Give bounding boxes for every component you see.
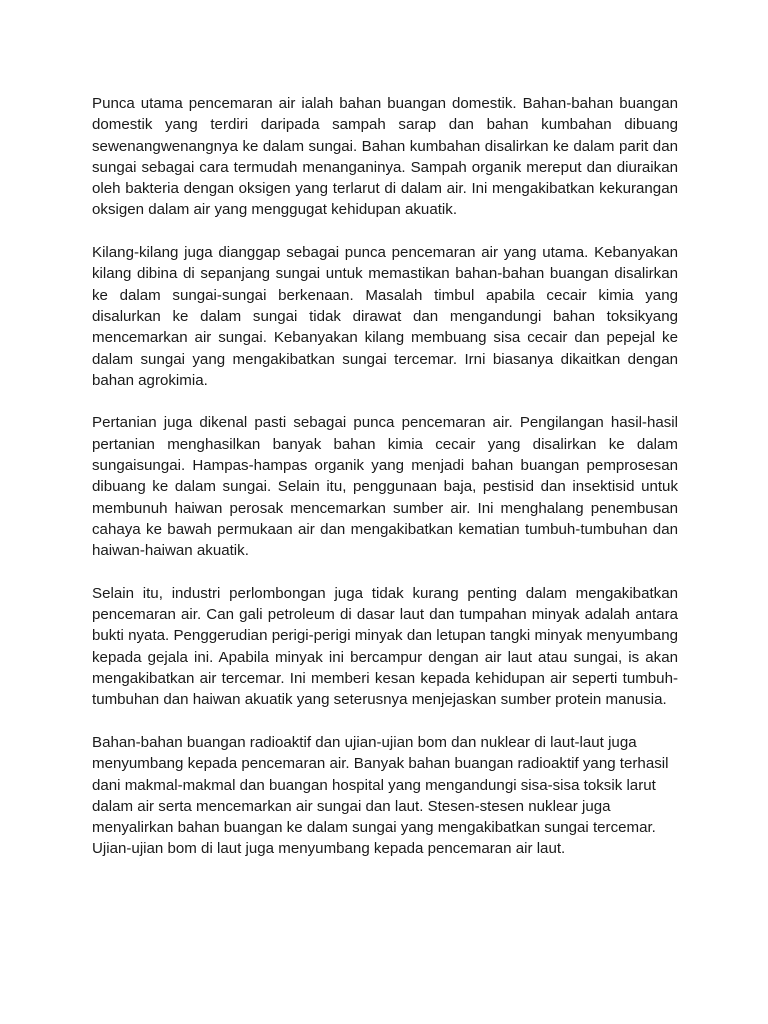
paragraph-agriculture: Pertanian juga dikenal pasti sebagai punca pencemaran air. Pengilangan hasil-hasil pertanian menghasilkan banyak bahan kimia cecair yang disalirkan ke dalam sungaisungai. Hampas-hampas organik yang menjadi bahan buangan pemprosesan dibuang ke dalam sungai. Selain itu, penggunaan baja, pestisid dan insektisid untuk membunuh haiwan perosak mencemarkan sumber air. Ini menghalang penembusan cahaya ke bawah permukaan air dan mengakibatkan kematian tumbuh-tumbuhan dan haiwan-haiwan akuatik. bbox=[92, 414, 678, 560]
paragraph-mining: Selain itu, industri perlombongan juga tidak kurang penting dalam mengakibatkan pencemaran air. Can gali petroleum di dasar laut dan tumpahan minyak adalah antara bukti nyata. Penggerudian perigi-perigi minyak dan letupan tangki minyak menyumbang kepada gejala ini. Apabila minyak ini bercampur dengan air laut atau sungai, is akan mengakibatkan air tercemar. Ini memberi kesan kepada kehidupan air seperti tumbuh-tumbuhan dan haiwan akuatik yang seterusnya menjejaskan sumber protein manusia. bbox=[92, 584, 678, 709]
paragraph-radioactive: Bahan-bahan buangan radioaktif dan ujian-ujian bom dan nuklear di laut-laut juga menyumbang kepada pencemaran air. Banyak bahan buangan radioaktif yang terhasil dani makmal-makmal dan buangan hospital yang mengandungi sisa-sisa toksik larut dalam air serta mencemarkan air sungai dan laut. Stesen-stesen nuklear juga menyalirkan bahan buangan ke dalam sungai yang mengakibatkan sungai tercemar. Ujian-ujian bom di laut juga menyumbang kepada pencemaran air laut. bbox=[92, 733, 669, 858]
paragraph-factories: Kilang-kilang juga dianggap sebagai punca pencemaran air yang utama. Kebanyakan kilang dibina di sepanjang sungai untuk memastikan bahan-bahan buangan disalirkan ke dalam sungai-sungai berkenaan. Masalah timbul apabila cecair kimia yang disalurkan ke dalam sungai tidak dirawat dan mengandungi bahan toksikyang mencemarkan air sungai. Kebanyakan kilang membuang sisa cecair dan pepejal ke dalam sungai yang mengakibatkan sungai tercemar. Irni biasanya dikaitkan dengan bahan agrokimia. bbox=[92, 244, 678, 389]
document-page bbox=[92, 93, 678, 881]
paragraph-domestic-waste: Punca utama pencemaran air ialah bahan buangan domestik. Bahan-bahan buangan domestik yang terdiri daripada sampah sarap dan bahan kumbahan dibuang sewenangwenangnya ke dalam sungai. Bahan kumbahan disalirkan ke dalam parit dan sungai sebagai cara termudah menanganinya. Sampah organik mereput dan diuraikan oleh bakteria dengan oksigen yang terlarut di dalam air. Ini mengakibatkan kekurangan oksigen dalam air yang menggugat kehidupan akuatik. bbox=[92, 95, 678, 219]
